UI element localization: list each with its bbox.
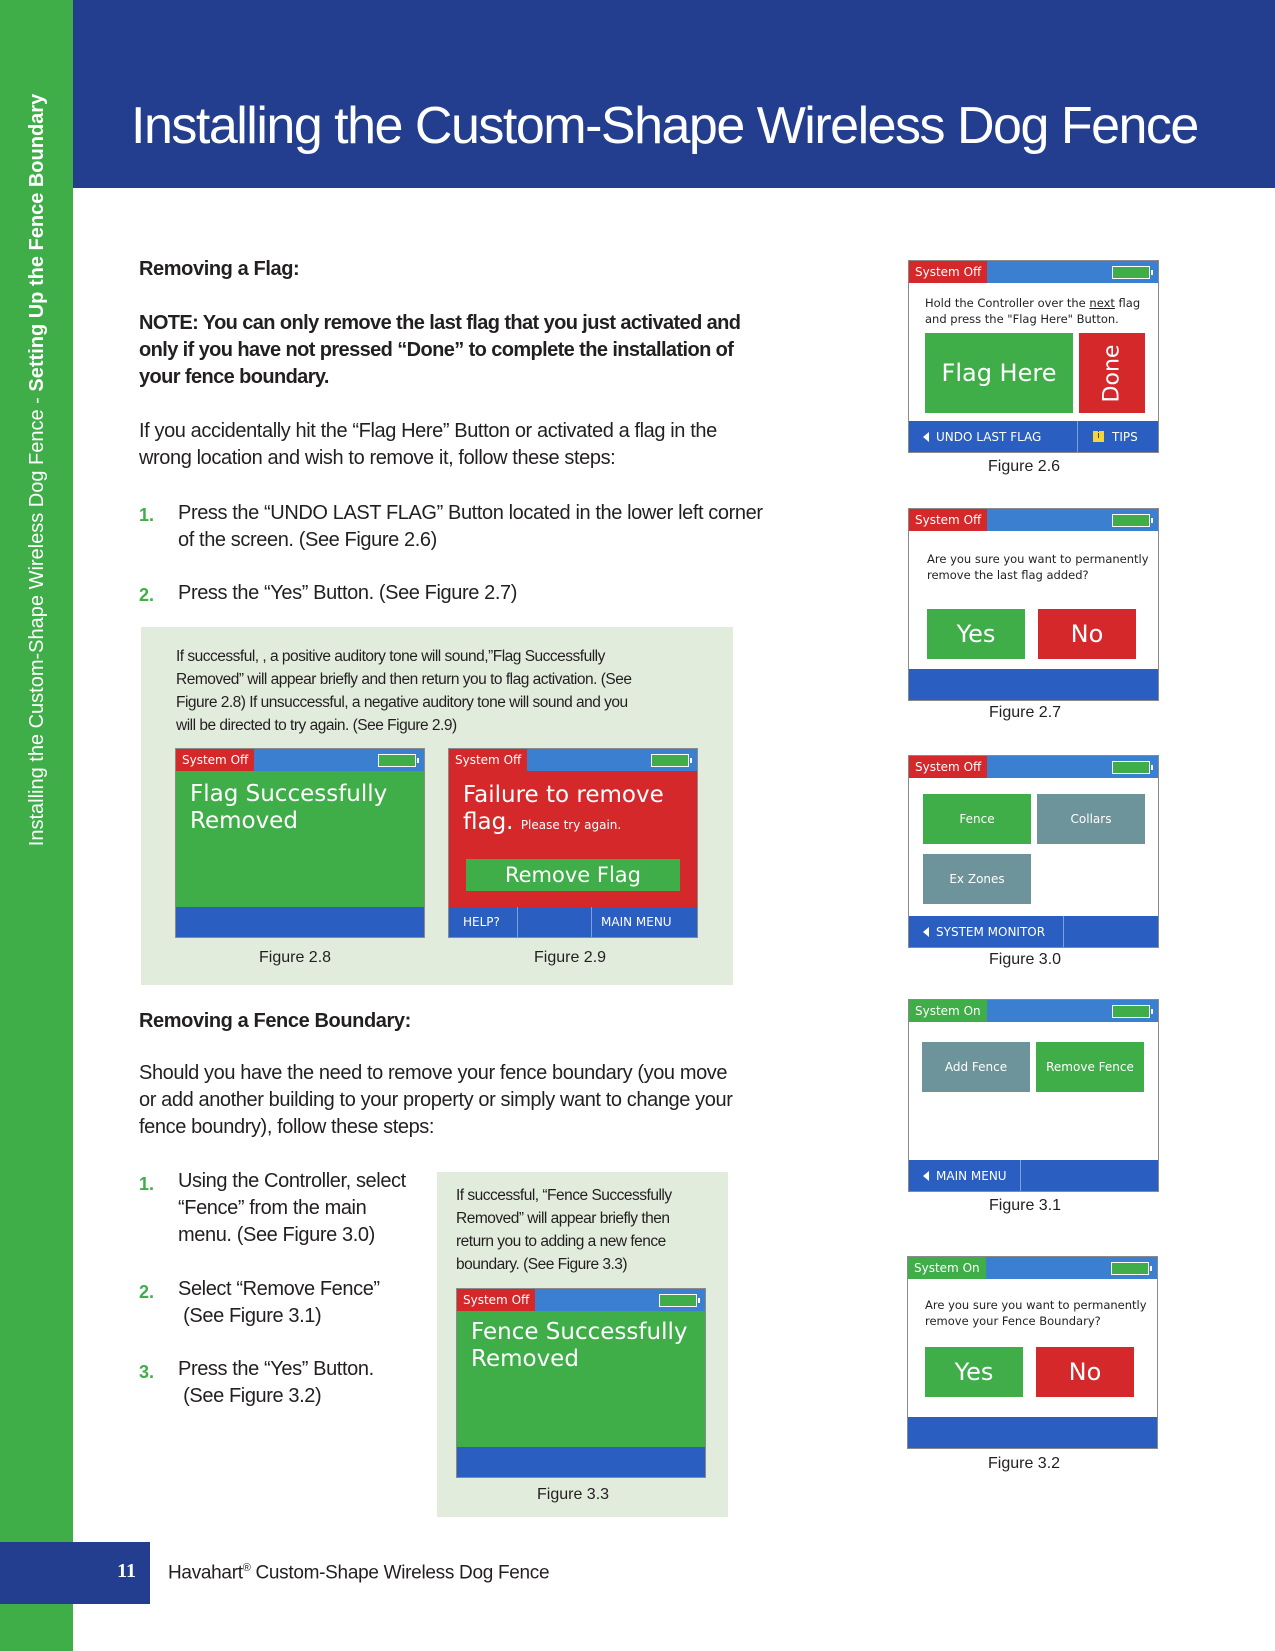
status-label: System Off: [176, 749, 254, 771]
info-icon: i: [1093, 431, 1104, 442]
add-fence-button[interactable]: Add Fence: [922, 1042, 1030, 1092]
status-label: System Off: [909, 261, 987, 283]
screen-prompt: Are you sure you want to permanently remove your Fence Boundary?: [925, 1298, 1147, 1328]
battery-icon: [1112, 1005, 1150, 1018]
screen-fence-removed: [456, 1288, 706, 1478]
screen-flag-here: [908, 260, 1159, 453]
footer-brand: Havahart® Custom-Shape Wireless Dog Fence: [168, 1562, 550, 1584]
status-label: System Off: [457, 1289, 535, 1311]
section-heading-removing-flag: Removing a Flag:: [139, 258, 300, 280]
no-button[interactable]: No: [1038, 609, 1136, 659]
undo-last-flag-button[interactable]: UNDO LAST FLAG: [923, 421, 1041, 452]
battery-icon: [651, 754, 689, 767]
flag-here-button[interactable]: Flag Here: [925, 333, 1073, 413]
done-button[interactable]: Done: [1079, 333, 1145, 413]
figure-caption: Figure 3.2: [988, 1455, 1061, 1472]
sidebar: [0, 0, 73, 1651]
figure-caption: Figure 3.3: [537, 1486, 610, 1503]
sidebar-section-label: Installing the Custom-Shape Wireless Dog Fence - Setting Up the Fence Boundary: [26, 93, 48, 847]
figure-caption: Figure 2.6: [988, 458, 1061, 475]
main-menu-button[interactable]: MAIN MENU: [923, 1160, 1007, 1191]
step-text: Select “Remove Fence” (See Figure 3.1): [178, 1278, 380, 1327]
intro-paragraph: Should you have the need to remove your fence boundary (you move or add another building to your property or simply want to change your fence boundry), follow these steps:: [139, 1062, 733, 1138]
battery-icon: [1112, 266, 1150, 279]
back-arrow-icon: [923, 1171, 929, 1181]
figure-caption: Figure 3.1: [989, 1197, 1062, 1214]
status-label: System On: [908, 1257, 986, 1279]
back-arrow-icon: [923, 927, 929, 937]
step-number: 3.: [139, 1362, 155, 1382]
step-text: Press the “UNDO LAST FLAG” Button located in the lower left corner of the screen. (See Figure 2.6): [178, 502, 763, 551]
step-number: 1.: [139, 1174, 155, 1194]
section-heading-removing-fence: Removing a Fence Boundary:: [139, 1010, 411, 1032]
screen-message: Failure to remove flag. Please try again.: [463, 782, 664, 835]
status-label: System Off: [449, 749, 527, 771]
figure-caption: Figure 2.9: [534, 949, 607, 966]
callout-text: If successful, “Fence Successfully Removed” will appear briefly then return you to adding a new fence boundary. (See Figure 3.3): [456, 1187, 672, 1273]
callout-text: If successful, , a positive auditory tone will sound,”Flag Successfully Removed” will appear briefly and then return you to flag activation. (See Figure 2.8) If unsuccessful, a negative auditory tone will sound and you will be directed to try again. (See Figure 2.9): [176, 648, 632, 734]
battery-icon: [378, 754, 416, 767]
yes-button[interactable]: Yes: [925, 1347, 1023, 1397]
screen-prompt: Hold the Controller over the next flag and press the "Flag Here" Button.: [925, 296, 1141, 326]
status-label: System Off: [909, 756, 987, 778]
screen-confirm-remove-flag: [908, 508, 1159, 701]
intro-paragraph: If you accidentally hit the “Flag Here” Button or activated a flag in the wrong location and wish to remove it, follow these steps:: [139, 420, 717, 469]
screen-confirm-remove-fence: [907, 1256, 1158, 1449]
callout-flag-removal: [141, 627, 733, 985]
help-button[interactable]: HELP?: [463, 915, 500, 929]
step-number: 1.: [139, 505, 155, 525]
screen-prompt: Are you sure you want to permanently remove the last flag added?: [927, 552, 1149, 582]
yes-button[interactable]: Yes: [927, 609, 1025, 659]
main-menu-button[interactable]: MAIN MENU: [601, 915, 672, 929]
battery-icon: [1112, 761, 1150, 774]
note-paragraph: NOTE: You can only remove the last flag that you just activated and only if you have not pressed “Done” to complete the installation of your fence boundary.: [139, 312, 741, 388]
status-label: System On: [909, 1000, 987, 1022]
remove-fence-button[interactable]: Remove Fence: [1036, 1042, 1144, 1092]
battery-icon: [1112, 514, 1150, 527]
screen-message: Flag Successfully Removed: [190, 781, 388, 834]
callout-fence-removal: [437, 1172, 728, 1517]
fence-button[interactable]: Fence: [923, 794, 1031, 844]
footer-page-box: [0, 1542, 150, 1604]
back-arrow-icon: [923, 432, 929, 442]
figure-caption: Figure 2.7: [989, 704, 1062, 721]
page-title: Installing the Custom-Shape Wireless Dog Fence: [131, 97, 1198, 155]
battery-icon: [659, 1294, 697, 1307]
step-text: Press the “Yes” Button. (See Figure 3.2): [178, 1358, 374, 1407]
no-button[interactable]: No: [1036, 1347, 1134, 1397]
figure-caption: Figure 3.0: [989, 951, 1062, 968]
step-number: 2.: [139, 1282, 155, 1302]
screen-failure-remove-flag: [448, 748, 698, 938]
step-text: Using the Controller, select “Fence” from the main menu. (See Figure 3.0): [178, 1170, 406, 1246]
ex-zones-button[interactable]: Ex Zones: [923, 854, 1031, 904]
page-number: 11: [117, 1560, 136, 1582]
tips-button[interactable]: i TIPS: [1093, 421, 1138, 452]
status-label: System Off: [909, 509, 987, 531]
page-header: [73, 0, 1275, 188]
system-monitor-button[interactable]: SYSTEM MONITOR: [923, 916, 1045, 947]
battery-icon: [1111, 1262, 1149, 1275]
figure-caption: Figure 2.8: [259, 949, 332, 966]
collars-button[interactable]: Collars: [1037, 794, 1145, 844]
screen-main-menu: [908, 755, 1159, 948]
step-text: Press the “Yes” Button. (See Figure 2.7): [178, 582, 517, 604]
remove-flag-button[interactable]: Remove Flag: [466, 859, 680, 891]
screen-fence-menu: [908, 999, 1159, 1192]
screen-flag-removed: [175, 748, 425, 938]
screen-message: Fence Successfully Removed: [471, 1319, 688, 1372]
step-number: 2.: [139, 585, 155, 605]
